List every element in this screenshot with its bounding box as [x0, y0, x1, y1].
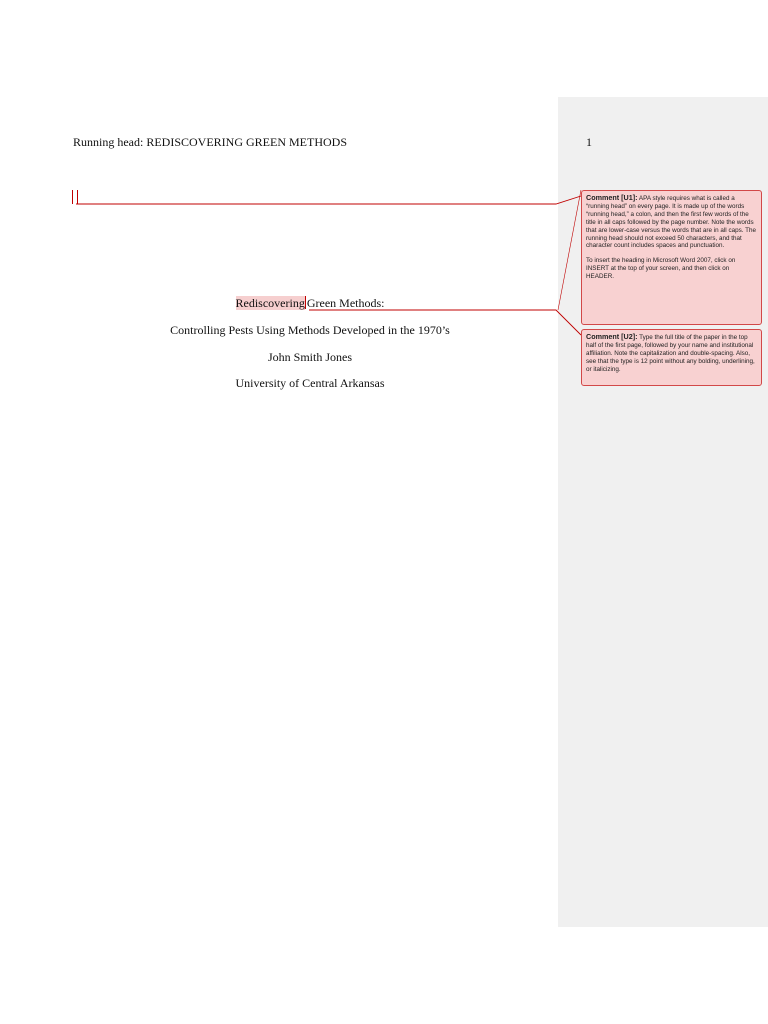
institution-name[interactable]: University of Central Arkansas [235, 376, 385, 390]
comment-u2-paragraph-1 [586, 333, 757, 374]
comment-u1-label: Comment [U1]: [586, 193, 638, 202]
comment-balloon-u1[interactable] [581, 190, 762, 325]
paper-subtitle[interactable]: Controlling Pests Using Methods Developed in the 1970’s [170, 323, 450, 337]
highlighted-title-word[interactable]: Rediscovering [235, 296, 305, 310]
page-number[interactable]: 1 [586, 135, 592, 149]
comment-u1-paragraph-1 [586, 194, 757, 250]
comment-u1-paragraph-2: To insert the heading in Microsoft Word 2007, click on INSERT at the top of your screen, and then click on HEADER. [586, 257, 736, 281]
comment-u2-label: Comment [U2]: [586, 332, 638, 341]
author-name[interactable]: John Smith Jones [267, 350, 352, 364]
paper-title[interactable] [150, 296, 470, 311]
comment-balloon-u2[interactable] [581, 329, 762, 386]
comment-u1-text-1: APA style requires what is called a “running head” on every page. It is made up of the words “running head,” a colon, and then the first few words of the title in all caps followed by the page number. Note the words that are lower-case versus the words that are in all caps. The running head should not exceed 50 characters, and that character count includes spaces and punctuation. [586, 195, 756, 250]
comment-u2-text-1: Type the full title of the paper in the top half of the first page, followed by your name and institutional affiliation. Note the capitalization and double-spacing. Also, see that the type is 12 point without any bolding, underlining, or italicizing. [586, 334, 755, 373]
comment-range-marker [305, 296, 306, 309]
running-head[interactable]: Running head: REDISCOVERING GREEN METHODS [73, 135, 347, 149]
comment-anchor-marker[interactable] [72, 190, 78, 204]
title-rest: Green Methods: [306, 296, 385, 310]
